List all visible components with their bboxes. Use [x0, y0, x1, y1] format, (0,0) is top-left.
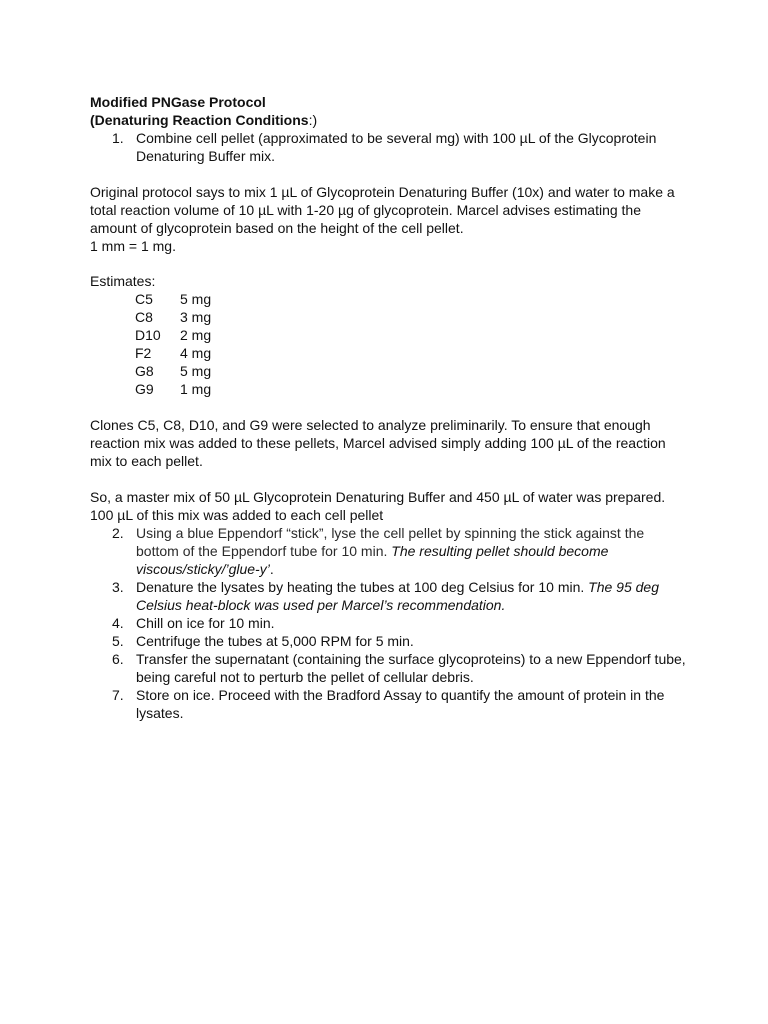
table-row [135, 290, 211, 308]
step-number: 1. [112, 130, 124, 146]
step-note: The resulting pellet should become viscous/sticky/’glue-y’ [136, 543, 609, 577]
step-item-5 [90, 632, 690, 650]
amount-cell: 3 mg [180, 309, 212, 325]
step-text: Combine cell pellet (approximated to be several mg) with 100 µL of the Glycoprotein Denaturing Buffer mix. [136, 130, 657, 164]
step-number: 7. [112, 687, 124, 703]
step-number: 5. [112, 633, 124, 649]
step-tail: . [269, 561, 274, 577]
paragraph-original-protocol [90, 183, 690, 255]
step-list-2 [90, 524, 690, 722]
step-text: Chill on ice for 10 min. [136, 615, 275, 631]
table-row [135, 308, 211, 326]
clone-cell: G8 [135, 363, 154, 379]
table-row [135, 362, 211, 380]
document-page [90, 93, 690, 722]
title-line-1: Modified PNGase Protocol [90, 94, 266, 110]
estimates-section [90, 272, 690, 398]
amount-cell: 1 mg [180, 381, 212, 397]
step-item-3 [90, 578, 690, 614]
amount-cell: 2 mg [180, 327, 212, 343]
original-protocol-text: Original protocol says to mix 1 µL of Glycoprotein Denaturing Buffer (10x) and water to make a total reaction volume of 10 µL with 1-20 µg of glycoprotein. Marcel advises estimating the amount of glycoprotein based on the height of the cell pellet. [90, 184, 675, 236]
step-item-1 [90, 129, 690, 165]
clone-cell: F2 [135, 345, 152, 361]
paragraph-master-mix: So, a master mix of 50 µL Glycoprotein Denaturing Buffer and 450 µL of water was prepared. 100 µL of this mix was added to each cell pellet [90, 489, 666, 523]
mm-conversion-text: 1 mm = 1 mg. [90, 238, 176, 254]
step-list-1 [90, 129, 690, 165]
step-text: Using a blue Eppendorf “stick”, lyse the cell pellet by spinning the stick against the bottom of the Eppendorf tube for 10 min. [136, 525, 645, 559]
step-number: 3. [112, 579, 124, 595]
step-number: 6. [112, 651, 124, 667]
title-line-2-bold: (Denaturing Reaction Conditions [90, 112, 309, 128]
amount-cell: 5 mg [180, 291, 212, 307]
table-row [135, 380, 211, 398]
paragraph-clones: Clones C5, C8, D10, and G9 were selected to analyze preliminarily. To ensure that enough reaction mix was added to these pellets, Marcel advised simply adding 100 µL of the reaction mix to each pellet. [90, 417, 666, 469]
amount-cell: 4 mg [180, 345, 212, 361]
step-item-7 [90, 686, 690, 722]
step-text: Store on ice. Proceed with the Bradford Assay to quantify the amount of protein in the lysates. [136, 687, 665, 721]
step-item-2 [90, 524, 690, 578]
estimates-label: Estimates: [90, 273, 156, 289]
document-title [90, 93, 690, 129]
title-line-2 [90, 111, 690, 129]
step-number: 2. [112, 525, 124, 541]
step-item-4 [90, 614, 690, 632]
table-row [135, 326, 211, 344]
step-text: Transfer the supernatant (containing the surface glycoproteins) to a new Eppendorf tube, being careful not to perturb the pellet of cellular debris. [136, 651, 686, 685]
step-item-6 [90, 650, 690, 686]
estimates-table [135, 290, 211, 398]
clone-cell: C5 [135, 291, 153, 307]
step-text: Centrifuge the tubes at 5,000 RPM for 5 min. [136, 633, 414, 649]
table-row [135, 344, 211, 362]
clone-cell: C8 [135, 309, 153, 325]
amount-cell: 5 mg [180, 363, 212, 379]
step-number: 4. [112, 615, 124, 631]
clone-cell: G9 [135, 381, 154, 397]
clone-cell: D10 [135, 327, 161, 343]
title-line-2-tail: :) [308, 112, 318, 128]
step-note: The 95 deg Celsius heat-block was used per Marcel’s recommendation. [136, 579, 660, 613]
step-text: Denature the lysates by heating the tubes at 100 deg Celsius for 10 min. [136, 579, 589, 595]
